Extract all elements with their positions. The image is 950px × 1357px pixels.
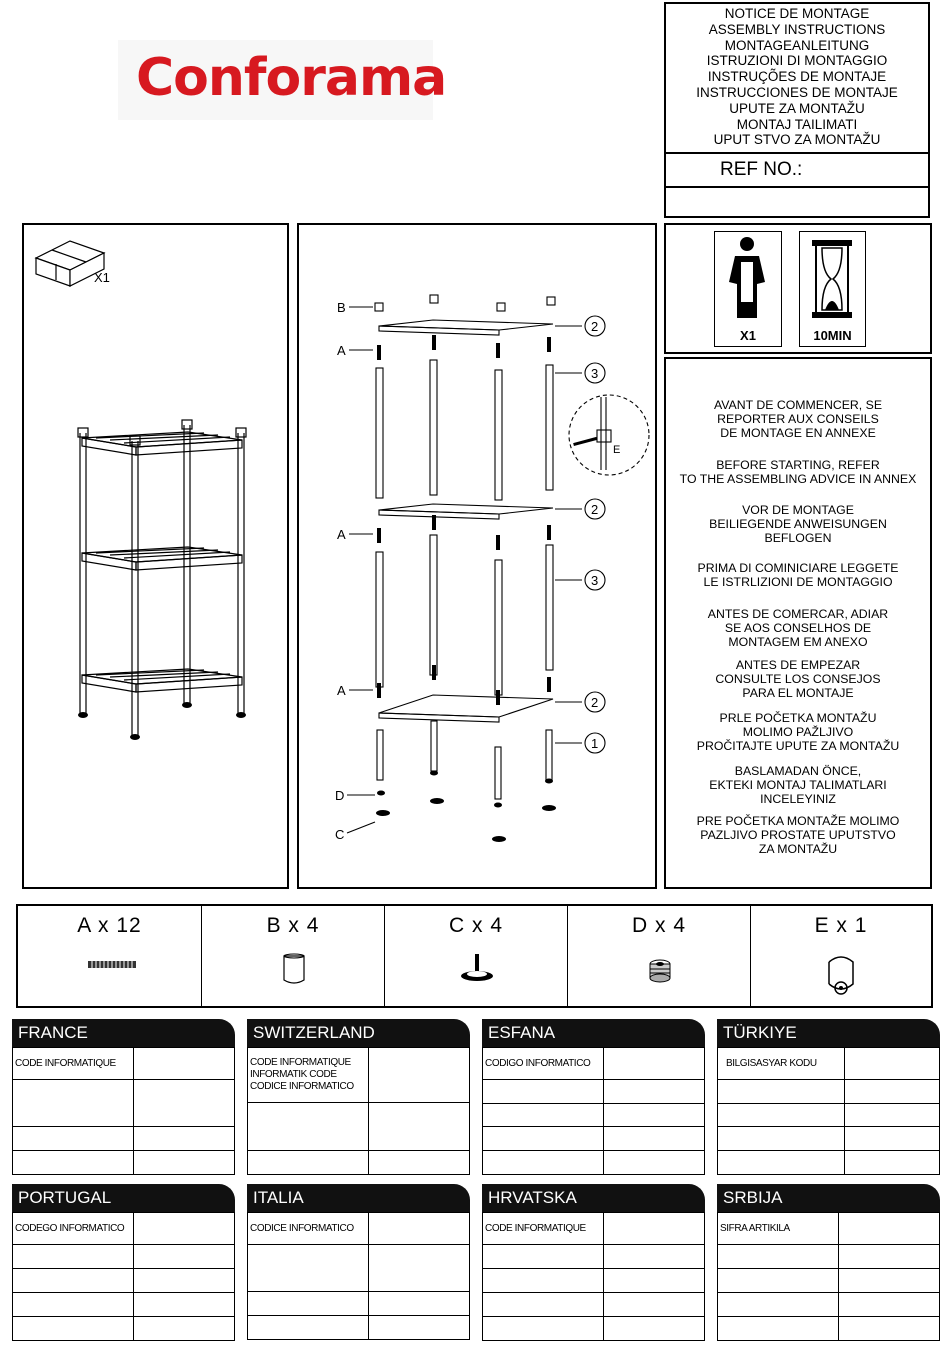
value-cell[interactable]	[483, 1293, 604, 1317]
value-cell[interactable]	[13, 1317, 134, 1341]
label-2: 2	[591, 502, 599, 517]
time-label: 10MIN	[813, 328, 852, 343]
value-cell[interactable]	[718, 1293, 839, 1317]
code-value-cell[interactable]	[839, 1213, 940, 1245]
advice-line: BEFLOGEN	[764, 531, 832, 545]
screws-a	[376, 335, 597, 842]
advice-line: PRLE POČETKA MONTAŽU	[719, 711, 877, 725]
part-label: E x 1	[814, 914, 868, 937]
assembly-diagram	[299, 225, 655, 887]
value-cell[interactable]	[483, 1269, 604, 1293]
value-cell[interactable]	[604, 1104, 705, 1127]
value-cell[interactable]	[845, 1104, 940, 1127]
label-a: A	[337, 527, 346, 542]
screw-icon	[86, 958, 138, 972]
assembly-diagram-panel	[297, 223, 657, 889]
label-3: 3	[591, 366, 599, 381]
part-label: A x 12	[77, 914, 142, 937]
advice-line: LE ISTRLIZIONI DE MONTAGGIO	[703, 575, 893, 589]
value-cell[interactable]	[845, 1127, 940, 1151]
value-cell[interactable]	[369, 1316, 470, 1340]
code-value-cell[interactable]	[604, 1048, 705, 1080]
advice-tr	[666, 764, 930, 806]
country-name: HRVATSKA	[482, 1184, 705, 1212]
code-label: SIFRA ARTIKILA	[718, 1213, 839, 1245]
title-line: NOTICE DE MONTAGE	[724, 6, 870, 21]
title-line: INSTRUCCIONES DE MONTAJE	[696, 84, 898, 100]
advice-es	[666, 658, 930, 700]
value-cell[interactable]	[604, 1317, 705, 1341]
label-1: 1	[591, 736, 599, 751]
label-2: 2	[591, 695, 599, 710]
brand-name: Conforama	[136, 48, 447, 108]
advice-line: PAZLJIVO PROSTATE UPUTSTVO	[700, 828, 896, 842]
value-cell[interactable]	[134, 1269, 235, 1293]
advice-line: PRE POČETKA MONTAŽE MOLIMO	[696, 814, 900, 828]
code-label: CODE INFORMATIQUE	[483, 1213, 604, 1245]
product-panel	[22, 223, 289, 889]
code-label	[248, 1048, 369, 1103]
value-cell[interactable]	[369, 1151, 470, 1175]
value-cell[interactable]	[718, 1104, 845, 1127]
foot-icon	[457, 950, 497, 986]
label-b: B	[337, 300, 346, 315]
label-c: C	[335, 827, 345, 842]
value-cell[interactable]	[13, 1245, 134, 1269]
value-cell[interactable]	[483, 1127, 604, 1151]
clip-icon	[821, 950, 861, 1000]
advice-line: INCELEYINIZ	[760, 792, 836, 806]
value-cell[interactable]	[604, 1080, 705, 1104]
code-value-cell[interactable]	[604, 1213, 705, 1245]
advice-de	[666, 503, 930, 545]
value-cell[interactable]	[134, 1293, 235, 1317]
value-cell[interactable]	[248, 1292, 369, 1316]
value-cell[interactable]	[845, 1151, 940, 1175]
value-cell[interactable]	[369, 1103, 470, 1151]
code-value-cell[interactable]	[369, 1048, 470, 1103]
advice-line: AVANT DE COMMENCER, SE	[713, 398, 883, 412]
value-cell[interactable]	[483, 1104, 604, 1127]
brand-logo	[118, 40, 447, 120]
value-cell[interactable]	[483, 1245, 604, 1269]
advice-line: ANTES DE EMPEZAR	[735, 658, 861, 672]
ref-number-label: REF NO.:	[666, 152, 928, 188]
advice-line: SE AOS CONSELHOS DE	[724, 621, 872, 635]
title-line: MONTAJ TAILIMATI	[736, 116, 858, 132]
value-cell[interactable]	[369, 1245, 470, 1292]
advice-line: CONSULTE LOS CONSEJOS	[715, 672, 881, 686]
label-d: D	[335, 788, 345, 803]
package-quantity: X1	[94, 270, 110, 285]
country-name: TÜRKIYE	[717, 1019, 940, 1047]
title-line: ASSEMBLY INSTRUCTIONS	[708, 21, 886, 37]
advice-line: ANTES DE COMERCAR, ADIAR	[707, 607, 889, 621]
title-lines	[666, 4, 928, 154]
value-cell[interactable]	[839, 1293, 940, 1317]
value-cell[interactable]	[718, 1127, 845, 1151]
code-label-line: INFORMATIK CODE	[250, 1069, 337, 1080]
value-cell[interactable]	[604, 1127, 705, 1151]
code-value-cell[interactable]	[369, 1213, 470, 1245]
code-label: CODE INFORMATIQUE	[13, 1048, 134, 1080]
value-cell[interactable]	[718, 1269, 839, 1293]
advice-fr	[666, 398, 930, 440]
title-line: INSTRUÇÕES DE MONTAJE	[707, 69, 887, 85]
value-cell[interactable]	[604, 1151, 705, 1175]
part-label: D x 4	[631, 914, 686, 937]
advice-en	[666, 458, 930, 486]
parts-list	[16, 904, 933, 1008]
value-cell[interactable]	[718, 1245, 839, 1269]
part-b	[202, 906, 385, 1006]
country-name: ESFANA	[482, 1019, 705, 1047]
value-cell[interactable]	[718, 1080, 845, 1104]
title-line: MONTAGEANLEITUNG	[724, 37, 870, 53]
label-e: E	[613, 444, 621, 456]
shelf-unit-illustration	[78, 420, 246, 735]
advice-line: EKTEKI MONTAJ TALIMATLARI	[709, 778, 887, 792]
value-cell[interactable]	[134, 1245, 235, 1269]
value-cell[interactable]	[134, 1317, 235, 1341]
title-line: ISTRUZIONI DI MONTAGGIO	[706, 53, 888, 69]
value-cell[interactable]	[248, 1103, 369, 1151]
advice-line: PRIMA DI COMINICIARE LEGGETE	[697, 561, 899, 575]
value-cell[interactable]	[839, 1317, 940, 1341]
hourglass-icon	[800, 232, 864, 324]
nut-icon	[646, 956, 674, 986]
value-cell[interactable]	[248, 1245, 369, 1292]
value-cell[interactable]	[483, 1151, 604, 1175]
part-label: B x 4	[266, 914, 320, 937]
code-value-cell[interactable]	[134, 1213, 235, 1245]
cap-icon	[280, 952, 308, 988]
label-3: 3	[591, 573, 599, 588]
advice-line: REPORTER AUX CONSEILS	[717, 412, 879, 426]
feet	[78, 702, 246, 740]
value-cell[interactable]	[718, 1317, 839, 1341]
country-name: PORTUGAL	[12, 1184, 235, 1212]
title-block	[664, 2, 930, 218]
country-name: ITALIA	[247, 1184, 470, 1212]
value-cell[interactable]	[718, 1151, 845, 1175]
value-cell[interactable]	[248, 1151, 369, 1175]
part-d	[568, 906, 751, 1006]
value-cell[interactable]	[604, 1293, 705, 1317]
value-cell[interactable]	[845, 1080, 940, 1104]
value-cell[interactable]	[134, 1151, 235, 1175]
advice-panel	[664, 357, 932, 889]
person-icon	[715, 232, 780, 324]
advice-hr	[666, 711, 930, 753]
time-required	[799, 231, 866, 347]
title-line: UPUTE ZA MONTAŽU	[729, 100, 865, 116]
advice-pt	[666, 607, 930, 649]
value-cell[interactable]	[839, 1245, 940, 1269]
country-name: FRANCE	[12, 1019, 235, 1047]
value-cell[interactable]	[13, 1151, 134, 1175]
code-value-cell[interactable]	[845, 1048, 940, 1080]
value-cell[interactable]	[604, 1269, 705, 1293]
advice-rs	[666, 814, 930, 856]
label-a: A	[337, 683, 346, 698]
part-c	[385, 906, 568, 1006]
code-label-line: CODICE INFORMATICO	[250, 1081, 354, 1092]
part-label: C x 4	[448, 914, 503, 937]
label-2: 2	[591, 319, 599, 334]
advice-line: VOR DE MONTAGE	[742, 503, 854, 517]
value-cell[interactable]	[13, 1080, 134, 1127]
value-cell[interactable]	[483, 1317, 604, 1341]
value-cell[interactable]	[13, 1269, 134, 1293]
advice-line: PROČITAJTE UPUTE ZA MONTAŽU	[696, 739, 900, 753]
code-label: CODICE INFORMATICO	[248, 1213, 369, 1245]
product-illustration	[24, 225, 287, 887]
advice-line: BEFORE STARTING, REFER	[716, 458, 880, 472]
advice-line: DE MONTAGE EN ANNEXE	[720, 426, 876, 440]
value-cell[interactable]	[13, 1127, 134, 1151]
advice-it	[666, 561, 930, 589]
code-label-line: CODE INFORMATIQUE	[250, 1057, 351, 1068]
requirements-panel	[664, 223, 932, 354]
advice-line: PARA EL MONTAJE	[742, 686, 854, 700]
advice-line: BASLAMADAN ÖNCE,	[734, 764, 862, 778]
label-a: A	[337, 343, 346, 358]
country-name: SWITZERLAND	[247, 1019, 470, 1047]
value-cell[interactable]	[604, 1245, 705, 1269]
value-cell[interactable]	[13, 1293, 134, 1317]
advice-line: MONTAGEM EM ANEXO	[728, 635, 868, 649]
value-cell[interactable]	[369, 1292, 470, 1316]
part-e	[751, 906, 931, 1006]
code-label: CODEGO INFORMATICO	[13, 1213, 134, 1245]
part-a	[18, 906, 202, 1006]
value-cell[interactable]	[839, 1269, 940, 1293]
code-label: CODIGO INFORMATICO	[483, 1048, 604, 1080]
advice-line: BEILIEGENDE ANWEISUNGEN	[709, 517, 887, 531]
advice-line: TO THE ASSEMBLING ADVICE IN ANNEX	[679, 472, 917, 486]
persons-required	[714, 231, 782, 347]
value-cell[interactable]	[483, 1080, 604, 1104]
country-name: SRBIJA	[717, 1184, 940, 1212]
value-cell[interactable]	[248, 1316, 369, 1340]
advice-line: ZA MONTAŽU	[758, 842, 838, 856]
persons-label: X1	[740, 328, 756, 343]
title-line: UPUT STVO ZA MONTAŽU	[713, 132, 881, 148]
value-cell[interactable]	[134, 1080, 235, 1127]
value-cell[interactable]	[134, 1127, 235, 1151]
advice-line: MOLIMO PAŽLJIVO	[742, 725, 854, 739]
code-label: BILGISASYAR KODU	[718, 1048, 845, 1080]
code-value-cell[interactable]	[134, 1048, 235, 1080]
